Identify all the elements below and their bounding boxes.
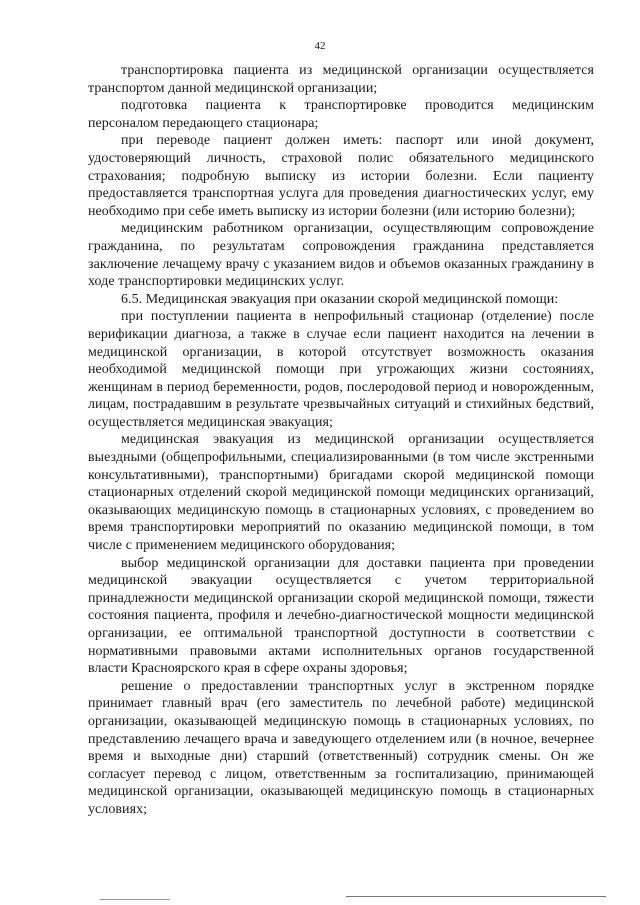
scan-artifact-line	[100, 899, 170, 900]
paragraph: решение о предоставлении транспортных услуг в экстренном порядке принимает главный врач (его заместитель по лечебной работе) медицинской организации, оказывающей медицинскую помощь в стационарных условиях, по представлению лечащего врача и заведующего отделением или (в ночное, вечернее время и выходные дни) старший (ответственный) сотрудник смены. Он же согласует перевод с лицом, ответственным за госпитализацию, принимающей медицинской организации, оказывающей медицинскую помощь в стационарных условиях;	[88, 678, 594, 817]
scan-artifact-line	[346, 896, 606, 897]
document-body	[88, 62, 594, 819]
paragraph: медицинская эвакуация из медицинской организации осуществляется выездными (общепрофильными, специализированными (в том числе экстренными консультативными), транспортными) бригадами скорой медицинской помощи стационарных отделений скорой медицинской помощи медицинских организаций, оказывающих медицинскую помощь в стационарных условиях, с проведением во время транспортировки мероприятий по оказанию медицинской помощи, в том числе с применением медицинского оборудования;	[88, 432, 594, 554]
paragraph: при переводе пациент должен иметь: паспорт или иной документ, удостоверяющий личность, страховой полис обязательного медицинского страхования; подробную выписку из истории болезни. Если пациенту предоставляется транспортная услуга для проведения диагностических услуг, ему необходимо при себе иметь выписку из истории болезни (или историю болезни);	[88, 133, 594, 219]
paragraph: выбор медицинской организации для доставки пациента при проведении медицинской эвакуации осуществляется с учетом территориальной принадлежности медицинской организации скорой медицинской помощи, тяжести состояния пациента, профиля и лечебно-диагностической мощности медицинской организации, ее оптимальной транспортной доступности в соответствии с нормативными правовыми актами исполнительных органов государственной власти Красноярского края в сфере охраны здоровья;	[88, 555, 594, 677]
paragraph: при поступлении пациента в непрофильный стационар (отделение) после верификации диагноза, а также в случае если пациент находится на лечении в медицинской организации, в которой отсутствует возможность оказания необходимой медицинской помощи при угрожающих жизни состояниях, женщинам в период беременности, родов, послеродовой период и новорожденным, лицам, пострадавшим в результате чрезвычайных ситуаций и стихийных бедствий, осуществляется медицинская эвакуация;	[88, 309, 594, 430]
paragraph: медицинским работником организации, осуществляющим сопровождение гражданина, по результатам сопровождения гражданина представляется заключение лечащему врачу с указанием видов и объемов оказанных гражданину в ходе транспортировки медицинских услуг.	[88, 221, 594, 290]
page-number: 42	[314, 40, 326, 52]
paragraph: транспортировка пациента из медицинской организации осуществляется транспортом данной медицинской организации;	[88, 63, 594, 96]
section-heading: 6.5. Медицинская эвакуация при оказании скорой медицинской помощи:	[121, 291, 559, 307]
paragraph: подготовка пациента к транспортировке проводится медицинским персоналом передающего стационара;	[88, 98, 594, 131]
